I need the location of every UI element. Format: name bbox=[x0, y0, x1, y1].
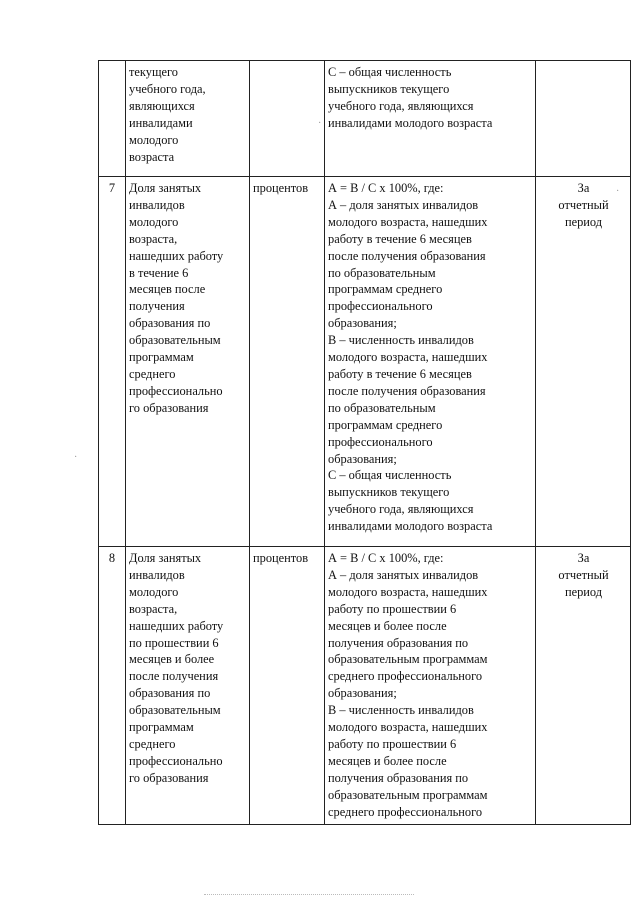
formula-line: образования; bbox=[328, 686, 397, 701]
indicator-name-line: по прошествии 6 bbox=[129, 635, 219, 650]
formula-line: А – доля занятых инвалидов bbox=[328, 567, 479, 582]
indicator-name-line: возраста bbox=[129, 149, 175, 164]
period-cell bbox=[536, 547, 631, 825]
period-line: период bbox=[564, 584, 603, 599]
indicator-name-line: го образования bbox=[129, 400, 209, 415]
indicator-name-line: месяцев и более bbox=[129, 652, 215, 667]
formula-line: учебного года, являющихся bbox=[328, 98, 474, 113]
indicator-name-cell bbox=[126, 61, 250, 177]
indicator-name-line: учебного года, bbox=[129, 81, 206, 96]
formula-line: после получения образования bbox=[328, 383, 486, 398]
scan-footer-mark bbox=[204, 894, 414, 895]
indicator-name-cell bbox=[126, 547, 250, 825]
formula-line: профессионального bbox=[328, 299, 433, 314]
formula-cell bbox=[325, 61, 536, 177]
indicator-name-line: инвалидов bbox=[129, 567, 185, 582]
indicator-name-line: нашедших работу bbox=[129, 618, 224, 633]
formula-line: образования; bbox=[328, 316, 397, 331]
indicator-name-line: текущего bbox=[129, 65, 178, 79]
indicator-name-line: образовательным bbox=[129, 703, 221, 718]
formula-line: среднего профессионального bbox=[328, 804, 483, 819]
formula-line: А – доля занятых инвалидов bbox=[328, 197, 479, 212]
indicator-name-line: после получения bbox=[129, 669, 219, 684]
formula-line: А = В / С х 100%, где: bbox=[328, 551, 444, 565]
formula-line: получения образования по bbox=[328, 770, 469, 785]
unit-cell bbox=[250, 547, 325, 825]
formula-line: молодого возраста, нашедших bbox=[328, 720, 488, 735]
table-row bbox=[99, 177, 631, 547]
formula-line: месяцев и более после bbox=[328, 753, 447, 768]
indicators-table bbox=[98, 60, 631, 825]
formula-line: среднего профессионального bbox=[328, 669, 483, 684]
formula-line: работу в течение 6 месяцев bbox=[328, 231, 472, 246]
unit-text: процентов bbox=[253, 181, 309, 195]
formula-cell bbox=[325, 177, 536, 547]
period-line: За bbox=[577, 551, 590, 565]
formula-line: по образовательным bbox=[328, 265, 436, 280]
indicators-table-body bbox=[99, 61, 631, 825]
row-number-text: 8 bbox=[108, 551, 116, 565]
formula-line: выпускников текущего bbox=[328, 81, 450, 96]
formula-line: молодого возраста, нашедших bbox=[328, 214, 488, 229]
formula-line: получения образования по bbox=[328, 635, 469, 650]
indicator-name-line: профессионально bbox=[129, 753, 223, 768]
formula-line: А = В / С х 100%, где: bbox=[328, 181, 444, 195]
indicator-name-line: нашедших работу bbox=[129, 248, 224, 263]
period-cell bbox=[536, 177, 631, 547]
formula-line: работу по прошествии 6 bbox=[328, 601, 457, 616]
row-number-cell bbox=[99, 177, 126, 547]
formula-line: выпускников текущего bbox=[328, 485, 450, 500]
formula-line: молодого возраста, нашедших bbox=[328, 584, 488, 599]
period-line: отчетный bbox=[558, 567, 609, 582]
formula-line: работу по прошествии 6 bbox=[328, 736, 457, 751]
unit-cell bbox=[250, 61, 325, 177]
formula-line: учебного года, являющихся bbox=[328, 502, 474, 517]
scan-speck: · bbox=[318, 118, 322, 129]
indicator-name-line: в течение 6 bbox=[129, 265, 189, 280]
indicator-name-line: среднего bbox=[129, 736, 176, 751]
table-row bbox=[99, 547, 631, 825]
period-line: отчетный bbox=[558, 197, 609, 212]
formula-line: работу в течение 6 месяцев bbox=[328, 366, 472, 381]
indicator-name-line: го образования bbox=[129, 770, 209, 785]
indicator-name-line: образования по bbox=[129, 316, 211, 331]
indicator-name-line: Доля занятых bbox=[129, 551, 202, 565]
indicator-name-line: месяцев после bbox=[129, 282, 206, 297]
formula-line: по образовательным bbox=[328, 400, 436, 415]
indicator-name-line: инвалидов bbox=[129, 197, 185, 212]
formula-line: С – общая численность bbox=[328, 468, 452, 483]
unit-text: процентов bbox=[253, 551, 309, 565]
formula-line: после получения образования bbox=[328, 248, 486, 263]
formula-line: В – численность инвалидов bbox=[328, 703, 474, 718]
formula-line: месяцев и более после bbox=[328, 618, 447, 633]
formula-line: инвалидами молодого возраста bbox=[328, 519, 493, 534]
formula-line: С – общая численность bbox=[328, 65, 452, 79]
row-number-cell bbox=[99, 547, 126, 825]
indicator-name-line: Доля занятых bbox=[129, 181, 202, 195]
formula-cell bbox=[325, 547, 536, 825]
scan-speck: · bbox=[616, 186, 620, 197]
period-cell bbox=[536, 61, 631, 177]
formula-line: образовательным программам bbox=[328, 787, 488, 802]
row-number-text: 7 bbox=[108, 181, 116, 195]
period-line: период bbox=[564, 214, 603, 229]
indicator-name-line: профессионально bbox=[129, 383, 223, 398]
formula-line: В – численность инвалидов bbox=[328, 333, 474, 348]
indicator-name-cell bbox=[126, 177, 250, 547]
period-line: За bbox=[577, 181, 590, 195]
indicator-name-line: инвалидами bbox=[129, 115, 193, 130]
indicator-name-line: образовательным bbox=[129, 333, 221, 348]
indicator-name-line: молодого bbox=[129, 214, 179, 229]
scan-speck: · bbox=[74, 452, 78, 463]
unit-cell bbox=[250, 177, 325, 547]
indicator-name-line: молодого bbox=[129, 584, 179, 599]
formula-line: молодого возраста, нашедших bbox=[328, 350, 488, 365]
indicator-name-line: программам bbox=[129, 350, 194, 365]
indicator-name-line: образования по bbox=[129, 686, 211, 701]
indicator-name-line: программам bbox=[129, 720, 194, 735]
indicator-name-line: среднего bbox=[129, 366, 176, 381]
indicator-name-line: возраста, bbox=[129, 231, 178, 246]
formula-line: профессионального bbox=[328, 434, 433, 449]
formula-line: инвалидами молодого возраста bbox=[328, 115, 493, 130]
row-number-cell bbox=[99, 61, 126, 177]
table-row bbox=[99, 61, 631, 177]
indicator-name-line: возраста, bbox=[129, 601, 178, 616]
indicator-name-line: молодого bbox=[129, 132, 179, 147]
formula-line: образования; bbox=[328, 451, 397, 466]
formula-line: программам среднего bbox=[328, 282, 443, 297]
formula-line: программам среднего bbox=[328, 417, 443, 432]
indicator-name-line: являющихся bbox=[129, 98, 195, 113]
indicator-name-line: получения bbox=[129, 299, 185, 314]
formula-line: образовательным программам bbox=[328, 652, 488, 667]
